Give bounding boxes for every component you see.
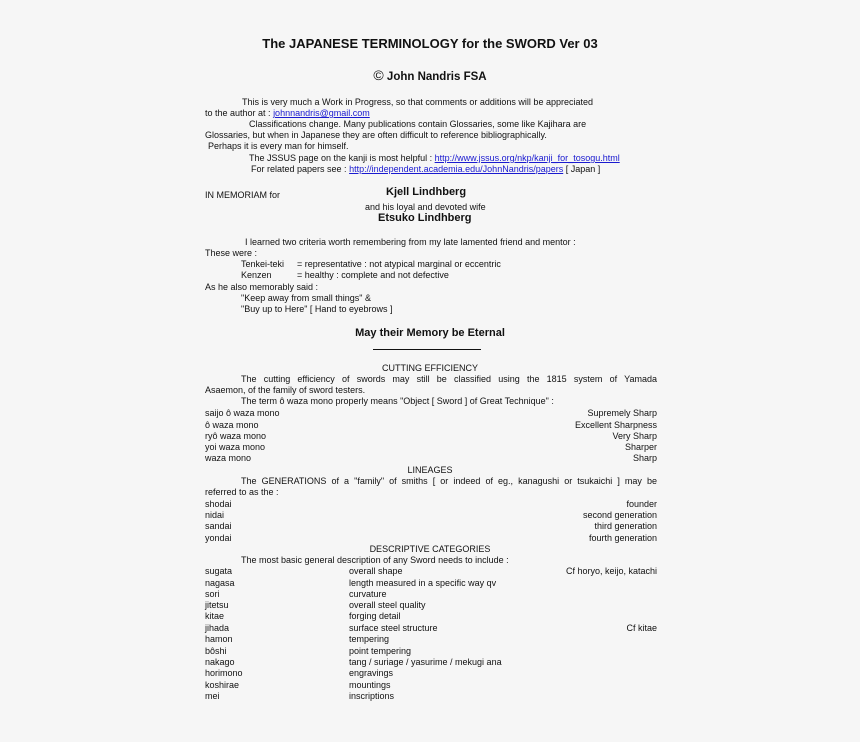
descriptive-row [205, 634, 657, 645]
criteria-term-2: Kenzen [241, 270, 272, 280]
lineages-para-b: referred to as the : [205, 487, 279, 497]
lineage-meaning: founder [626, 499, 657, 509]
lineages-heading: LINEAGES [407, 465, 453, 475]
descriptive-meaning: surface steel structure [349, 623, 438, 633]
lineage-row [205, 499, 657, 510]
intro-line-2-prefix: to the author at : [205, 108, 271, 118]
intro-line-4: Glossaries, but when in Japanese they are often difficult to reference bibliographically. [205, 130, 547, 140]
descriptive-row [205, 680, 657, 691]
cutting-row [205, 420, 657, 431]
descriptive-heading: DESCRIPTIVE CATEGORIES [369, 544, 491, 554]
descriptive-note: Cf horyo, keijo, katachi [565, 566, 657, 576]
descriptive-term: horimono [205, 668, 243, 678]
dedication-heading: May their Memory be Eternal [355, 327, 505, 339]
papers-suffix: [ Japan ] [565, 164, 601, 174]
descriptive-intro: The most basic general description of any Sword needs to include : [241, 555, 509, 565]
lineage-meaning: second generation [582, 510, 657, 520]
cutting-meaning: Sharper [624, 442, 657, 452]
cutting-row [205, 453, 657, 464]
cutting-meaning: Very Sharp [612, 431, 657, 441]
descriptive-meaning: forging detail [349, 611, 401, 621]
descriptive-row [205, 668, 657, 679]
descriptive-row [205, 657, 657, 668]
descriptive-term: jitetsu [205, 600, 229, 610]
criteria-these-were: These were : [205, 248, 258, 258]
cutting-term: ryô waza mono [205, 431, 267, 441]
lineages-para-a: The GENERATIONS of a "family" of smiths [ or indeed of eg., kanagushi or tsukaichi ] may be [241, 476, 657, 486]
criteria-intro: I learned two criteria worth remembering from my late lamented friend and mentor : [245, 237, 576, 247]
copyright-icon: © [373, 67, 384, 83]
descriptive-row [205, 600, 657, 611]
cutting-term: waza mono [205, 453, 252, 463]
descriptive-term: koshirae [205, 680, 240, 690]
descriptive-meaning: point tempering [349, 646, 412, 656]
intro-line-3: Classifications change. Many publications contain Glossaries, some like Kajihara are [249, 119, 587, 129]
descriptive-term: sori [205, 589, 220, 599]
intro-line-1: This is very much a Work in Progress, so that comments or additions will be appreciated [242, 97, 593, 107]
cutting-meaning: Supremely Sharp [587, 408, 657, 418]
memoriam-label: IN MEMORIAM for [205, 190, 281, 200]
cutting-para-1a: The cutting efficiency of swords may still be classified using the 1815 system of Yamada [241, 374, 657, 384]
descriptive-row [205, 566, 657, 577]
descriptive-meaning: length measured in a specific way qv [349, 578, 497, 588]
memoriam-connector: and his loyal and devoted wife [365, 202, 486, 212]
memoriam-name-2: Etsuko Lindhberg [378, 212, 472, 224]
descriptive-row [205, 578, 657, 589]
descriptive-note: Cf kitae [626, 623, 657, 633]
lineage-term: yondai [205, 533, 232, 543]
jssus-prefix: The JSSUS page on the kanji is most helpful : [249, 153, 433, 163]
descriptive-term: sugata [205, 566, 233, 576]
lineage-row [205, 510, 657, 521]
descriptive-meaning: overall shape [349, 566, 403, 576]
author-line [0, 67, 860, 83]
descriptive-meaning: engravings [349, 668, 394, 678]
cutting-heading: CUTTING EFFICIENCY [382, 363, 478, 373]
author-email-link[interactable]: johnnandris@gmail.com [273, 108, 370, 118]
lineage-meaning: fourth generation [588, 533, 657, 543]
descriptive-term: hamon [205, 634, 233, 644]
intro-line-7 [251, 164, 600, 175]
descriptive-term: nagasa [205, 578, 235, 588]
intro-line-5: Perhaps it is every man for himself. [208, 141, 349, 151]
criteria-term-1: Tenkei-teki [241, 259, 285, 269]
descriptive-row [205, 691, 657, 702]
descriptive-meaning: inscriptions [349, 691, 395, 701]
lineage-term: nidai [205, 510, 225, 520]
criteria-def-2: = healthy : complete and not defective [297, 270, 449, 280]
intro-line-6 [249, 153, 620, 164]
cutting-row [205, 408, 657, 419]
criteria-def-1: = representative : not atypical marginal or eccentric [297, 259, 501, 269]
academia-papers-link[interactable]: http://independent.academia.edu/JohnNandris/papers [349, 164, 564, 174]
intro-line-2 [205, 108, 370, 119]
criteria-quote-1: "Keep away from small things" & [241, 293, 371, 303]
lineage-row [205, 533, 657, 544]
descriptive-meaning: tempering [349, 634, 390, 644]
lineage-term: sandai [205, 521, 232, 531]
cutting-row [205, 442, 657, 453]
descriptive-term: bôshi [205, 646, 227, 656]
descriptive-term: kitae [205, 611, 225, 621]
descriptive-row [205, 589, 657, 600]
criteria-said: As he also memorably said : [205, 282, 319, 292]
document-title: The JAPANESE TERMINOLOGY for the SWORD Ver 03 [262, 36, 598, 51]
descriptive-row [205, 646, 657, 657]
papers-prefix: For related papers see : [251, 164, 347, 174]
memoriam-name-1: Kjell Lindhberg [386, 186, 467, 198]
descriptive-meaning: curvature [349, 589, 387, 599]
descriptive-term: jihada [205, 623, 230, 633]
descriptive-row [205, 611, 657, 622]
lineage-row [205, 521, 657, 532]
descriptive-term: mei [205, 691, 220, 701]
descriptive-meaning: tang / suriage / yasurime / mekugi ana [349, 657, 502, 667]
jssus-kanji-link[interactable]: http://www.jssus.org/nkp/kanji_for_tosogu.html [434, 153, 620, 163]
criteria-quote-2: "Buy up to Here" [ Hand to eyebrows ] [241, 304, 393, 314]
cutting-para-1b: Asaemon, of the family of sword testers. [205, 385, 366, 395]
cutting-para-2: The term ô waza mono properly means "Object [ Sword ] of Great Technique" : [241, 396, 554, 406]
cutting-term: yoi waza mono [205, 442, 266, 452]
descriptive-meaning: overall steel quality [349, 600, 426, 610]
lineage-meaning: third generation [594, 521, 657, 531]
descriptive-row [205, 623, 657, 634]
cutting-meaning: Sharp [632, 453, 657, 463]
divider-line [373, 349, 481, 350]
cutting-term: ô waza mono [205, 420, 259, 430]
cutting-meaning: Excellent Sharpness [574, 420, 657, 430]
cutting-term: saijo ô waza mono [205, 408, 280, 418]
descriptive-term: nakago [205, 657, 235, 667]
lineage-term: shodai [205, 499, 232, 509]
descriptive-meaning: mountings [349, 680, 391, 690]
author-name: John Nandris FSA [386, 71, 487, 83]
cutting-row [205, 431, 657, 442]
